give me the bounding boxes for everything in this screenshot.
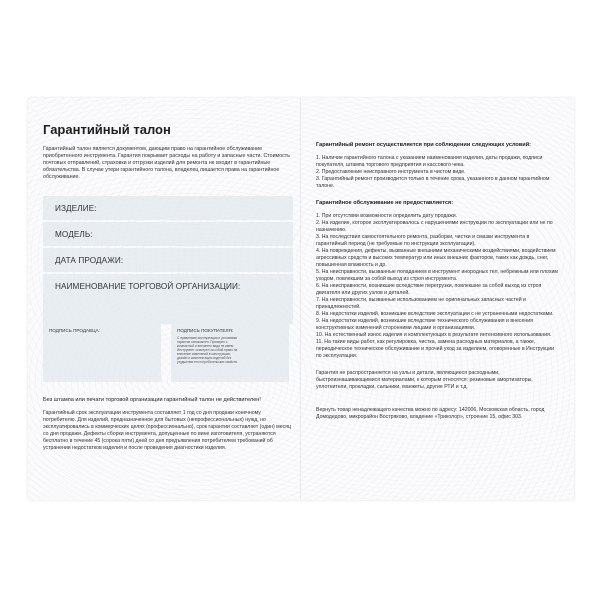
exclusion-item: 9. На недостатки изделий, возникшие вследствие технического обслуживания и внесения конструктивных изменений сторонними лицами и организациями. [316, 318, 533, 331]
product-field[interactable] [43, 196, 293, 220]
org-label: НАИМЕНОВАНИЕ ТОРГОВОЙ ОРГАНИЗАЦИИ: [55, 282, 241, 291]
sale-date-label: ДАТА ПРОДАЖИ: [55, 255, 124, 265]
exclusion-item: 7. На неисправности, вызванные использованием не оригинальных запасных частей и принадлежностей. [316, 297, 526, 310]
exclusions-title: Гарантийное обслуживание не предоставляется: [316, 200, 454, 206]
signature-row [43, 324, 293, 382]
exclusion-item: 4. На повреждения, дефекты, вызванные внешними механическими воздействиями, воздействием агрессивных средств и высоких температур или иных внешних факторов, таких как дождь, снег, повышенная влажность и др. [316, 248, 556, 268]
intro-text: Гарантийный талон является документом, дающим право на гарантийное обслуживание приобретенного инструмента. Гарантия покрывает расходы на работу и запасные части. Стоимость почтовых отправлений, страховки и отгрузки изделий для ремонта не входит в гарантийные обязательства. В случае утери гарантийного талона, владелец лишается права на гарантийное обслуживание. [43, 146, 290, 180]
sale-date-field[interactable] [43, 248, 293, 272]
exclusion-item: 6. На неисправности, возникшие вследствие перегрузки, повлекшие за собой выход из строя двигателя или других узлов и деталей. [316, 283, 542, 296]
page-title: Гарантийный талон [43, 122, 171, 137]
form-fields [43, 196, 293, 326]
model-field[interactable] [43, 222, 293, 246]
fold-line [300, 98, 301, 500]
exclusions-list [316, 213, 561, 360]
exclusion-item: 8. На недостатки изделий, возникшие вследствие эксплуатации с не устраненными недостатками. [316, 311, 554, 317]
buyer-consent-note: С правилами эксплуатации и условиями гарантии ознакомлен. Проверен с компактной и внешнего вида не имею. Инструмент осмотрел за собой право на внесение изменений в конструкцию, дизайн и комплектацию изделий без ухудшения его потребительских свойств. [177, 336, 238, 364]
return-address: Вернуть товар ненадлежащего качества можно по адресу: 142006, Московская область, город Домодедово, микрорайон Востряково, владение «Триколор», строение 15, офис 303. [316, 407, 545, 420]
exclusion-item: 10. На естественный износ изделия и комплектующих в результате интенсивного использования. [316, 332, 552, 338]
product-label: ИЗДЕЛИЕ: [55, 203, 97, 213]
condition-item: 2. Предоставление неисправного инструмента в чистом виде. [316, 169, 466, 175]
right-page [316, 142, 561, 421]
org-field[interactable] [43, 274, 293, 324]
seller-signature-box[interactable] [43, 324, 161, 382]
condition-item: 1. Наличие гарантийного талона с указанием наименования изделия, даты продажи, подписи покупателя, штампа торгового предприятия и кассового чека. [316, 155, 543, 168]
exclusion-item: 2. На изделие, которое эксплуатировалось с нарушениями инструкции по эксплуатации или не по назначению. [316, 220, 553, 233]
left-page [43, 122, 293, 181]
conditions-title: Гарантийный ремонт осуществляется при соблюдении следующих условий: [316, 142, 532, 148]
condition-item: 3. Гарантийный ремонт производится только в течение срока, указанного в данном гарантийном талоне. [316, 176, 550, 189]
warranty-term-text: Гарантийный срок эксплуатации инструмента составляет 1 год со дня продажи конечному потребителю. Для изделий, предназначенное для бытовых (непрофессиональных) нужд, но эксплуатировались в коммерческих целях (профессионально), срок гарантии составляет (один) месяц со дня продажи. Дефекты сборки инструмента, допущенные по вине изготовителя, устраняются бесплатно в течение 45 (сорока пяти) дней со дня предъявления потребителем требований об устранении недостатков изделия и после проведения диагностики изделия. [43, 410, 291, 451]
exclusion-item: 1. При отсутствии возможности определить дату продажи. [316, 213, 458, 219]
exclusion-item: 11. На такие виды работ, как регулировка, чистка, замена расходных материалов, а также, периодическое техническое обслуживание и прочий уход за изделием, оговоренные в Инструкции по эксплуатации. [316, 339, 555, 359]
buyer-signature-box[interactable] [171, 324, 289, 382]
stamp-note: Без штампа или печати торговой организации гарантийный талон не действителен! [43, 397, 261, 403]
buyer-signature-label: ПОДПИСЬ ПОКУПАТЕЛЯ: [177, 328, 234, 333]
conditions-list [316, 155, 561, 190]
consumables-note: Гарантия не распространяется на узлы и детали, являющиеся расходными, быстроизнашивающимися материалами, к которым относятся: резиновые амортизаторы, уплотнители, прокладки, сальники, манжеты, другие РТИ и т.д. [316, 370, 533, 390]
exclusion-item: 5. На неисправности, вызванные попаданием в инструмент инородных тел, небрежным или плохим уходом, повлекшим за собой выход из строя инструмента. [316, 269, 558, 282]
exclusion-item: 3. На последствия самостоятельного ремонта, разборки, чистки и смазки инструмента в гарантийный период (не требуемые по инструкции эксплуатации). [316, 234, 530, 247]
model-label: МОДЕЛЬ: [55, 229, 93, 239]
seller-signature-label: ПОДПИСЬ ПРОДАВЦА: [49, 328, 100, 333]
